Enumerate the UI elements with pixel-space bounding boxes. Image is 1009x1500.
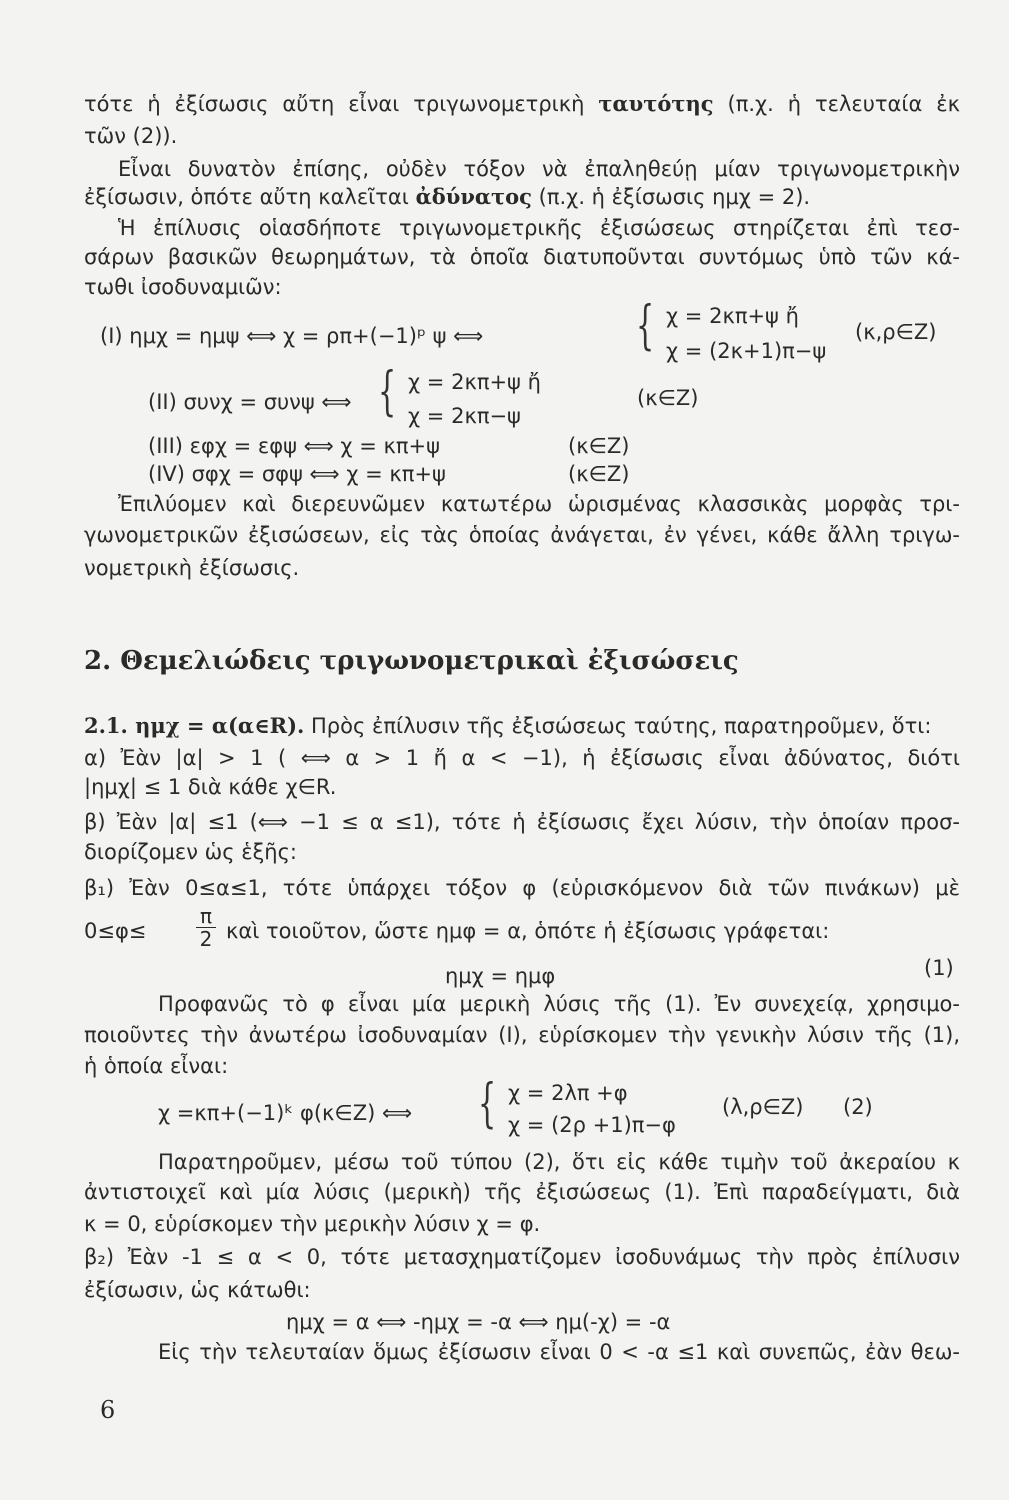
theorem-i-condition: (κ,ρ∈Z) — [855, 320, 937, 344]
equation-2-case1: χ = 2λπ +φ — [508, 1081, 628, 1105]
text-line: τότε ἡ ἐξίσωσις αὔτη εἶναι τριγωνομετρικὴ ταυτότης (π.χ. ἡ τελευταία ἐκ — [84, 91, 960, 116]
theorem-ii-case2: χ = 2κπ−ψ — [408, 404, 521, 428]
theorem-i-case1: χ = 2κπ+ψ ἤ — [666, 304, 799, 328]
text-line: Παρατηροῦμεν, μέσω τοῦ τύπου (2), ὅτι εἰς κάθε τιμὴν τοῦ ἀκεραίου κ — [158, 1150, 960, 1174]
brace: { — [478, 1074, 497, 1134]
bold-term: ταυτότης — [598, 91, 714, 116]
theorem-ii-condition: (κ∈Z) — [637, 386, 699, 410]
text-line: Ἐπιλύομεν καὶ διερευνῶμεν κατωτέρω ὡρισμένας κλασσικὰς μορφὰς τρι- — [118, 492, 960, 516]
page-number: 6 — [100, 1396, 116, 1424]
text-line: Ἡ ἐπίλυσις οἱασδήποτε τριγωνομετρικῆς ἐξισώσεως στηρίζεται ἐπὶ τεσ- — [118, 216, 960, 240]
text-line: γωνομετρικῶν ἐξισώσεων, εἰς τὰς ὁποίας ἀνάγεται, ἐν γένει, κάθε ἄλλη τριγω- — [84, 523, 960, 547]
fraction-denominator: 2 — [196, 927, 216, 950]
equation-2-condition: (λ,ρ∈Z) — [722, 1095, 804, 1119]
text-line: ποιοῦντες τὴν ἀνωτέρω ἰσοδυναμίαν (I), εὑρίσκομεν τὴν γενικὴν λύσιν τῆς (1), — [84, 1023, 960, 1047]
text-line: κ = 0, εὑρίσκομεν τὴν μερικὴν λύσιν χ = φ. — [84, 1212, 541, 1236]
theorem-ii-case1: χ = 2κπ+ψ ἤ — [408, 370, 541, 394]
theorem-i-left: (I) ημχ = ημψ ⟺ χ = ρπ+(−1)ᵖ ψ ⟺ — [100, 324, 484, 348]
subsection-label: 2.1. ημχ = α(α∈R). — [84, 713, 305, 738]
theorem-iv: (IV) σφχ = σφψ ⟺ χ = κπ+ψ — [148, 462, 446, 486]
text-line: ἡ ὁποία εἶναι: — [84, 1054, 229, 1078]
text-line: β₂) Ἐὰν -1 ≤ α < 0, τότε μετασχηματίζομεν ἰσοδυνάμως τὴν πρὸς ἐπίλυσιν — [84, 1245, 960, 1269]
text-line: ἀντιστοιχεῖ καὶ μία λύσις (μερικὴ) τῆς ἐξισώσεως (1). Ἐπὶ παραδείγματι, διὰ — [84, 1180, 960, 1204]
text-line: ἐξίσωσιν, ὁπότε αὔτη καλεῖται ἀδύνατος (π.χ. ἡ ἐξίσωσις ημχ = 2). — [84, 184, 811, 209]
text-line: καὶ τοιοῦτον, ὥστε ημφ = α, ὁπότε ἡ ἐξίσωσις γράφεται: — [226, 919, 830, 943]
theorem-ii-left: (II) συνχ = συνψ ⟺ — [148, 390, 352, 414]
text-line: Εἶναι δυνατὸν ἐπίσης, οὐδὲν τόξον νὰ ἐπαληθεύῃ μίαν τριγωνομετρικὴν — [118, 157, 960, 181]
theorem-i-case2: χ = (2κ+1)π−ψ — [666, 339, 827, 363]
text-line: τῶν (2)). — [84, 124, 178, 148]
text-line: ἐξίσωσιν, ὡς κάτωθι: — [84, 1278, 311, 1302]
brace: { — [636, 296, 655, 356]
equation-2-case2: χ = (2ρ +1)π−φ — [508, 1113, 676, 1137]
text-line: α) Ἐὰν |α| > 1 ( ⟺ α > 1 ἤ α < −1), ἡ ἐξίσωσις εἶναι ἀδύνατος, διότι — [84, 746, 960, 770]
theorem-iii: (III) εφχ = εφψ ⟺ χ = κπ+ψ — [148, 434, 440, 458]
equation-2-left: χ =κπ+(−1)ᵏ φ(κ∈Z) ⟺ — [158, 1101, 413, 1125]
text-line: 0≤φ≤ — [84, 919, 147, 943]
fraction-numerator: π — [199, 904, 213, 928]
equation-b2: ημχ = α ⟺ -ημχ = -α ⟺ ημ(-χ) = -α — [286, 1310, 671, 1334]
text-line: |ημχ| ≤ 1 διὰ κάθε χ∈R. — [84, 775, 337, 799]
section-title: 2. Θεμελιώδεις τριγωνομετρικαὶ ἐξισώσεις — [84, 646, 739, 676]
bold-term: ἀδύνατος — [415, 184, 532, 209]
equation-1: ημχ = ημφ — [445, 964, 556, 988]
text-line: β₁) Ἐὰν 0≤α≤1, τότε ὑπάρχει τόξον φ (εὑρισκόμενον διὰ τῶν πινάκων) μὲ — [84, 876, 960, 900]
text-line: τωθι ἰσοδυναμιῶν: — [84, 275, 282, 299]
text-line: Προφανῶς τὸ φ εἶναι μία μερικὴ λύσις τῆς (1). Ἐν συνεχείᾳ, χρησιμο- — [158, 992, 960, 1016]
theorem-iv-condition: (κ∈Z) — [568, 462, 630, 486]
text-line: σάρων βασικῶν θεωρημάτων, τὰ ὁποῖα διατυποῦνται συντόμως ὑπὸ τῶν κά- — [84, 245, 960, 269]
text-line: διορίζομεν ὡς ἑξῆς: — [84, 840, 297, 864]
theorem-iii-condition: (κ∈Z) — [568, 434, 630, 458]
brace: { — [378, 362, 397, 422]
fraction-pi-over-2 — [196, 905, 216, 950]
subsection-line: 2.1. ημχ = α(α∈R). Πρὸς ἐπίλυσιν τῆς ἐξισώσεως ταύτης, παρατηροῦμεν, ὅτι: — [84, 713, 932, 738]
equation-1-tag: (1) — [924, 956, 954, 980]
text-line: νομετρικὴ ἐξίσωσις. — [84, 556, 300, 580]
text-line: Εἰς τὴν τελευταίαν ὅμως ἐξίσωσιν εἶναι 0 < -α ≤1 καὶ συνεπῶς, ἐὰν θεω- — [158, 1340, 960, 1364]
text-line: β) Ἐὰν |α| ≤1 (⟺ −1 ≤ α ≤1), τότε ἡ ἐξίσωσις ἔχει λύσιν, τὴν ὁποίαν προσ- — [84, 810, 960, 834]
equation-2-tag: (2) — [843, 1095, 873, 1119]
